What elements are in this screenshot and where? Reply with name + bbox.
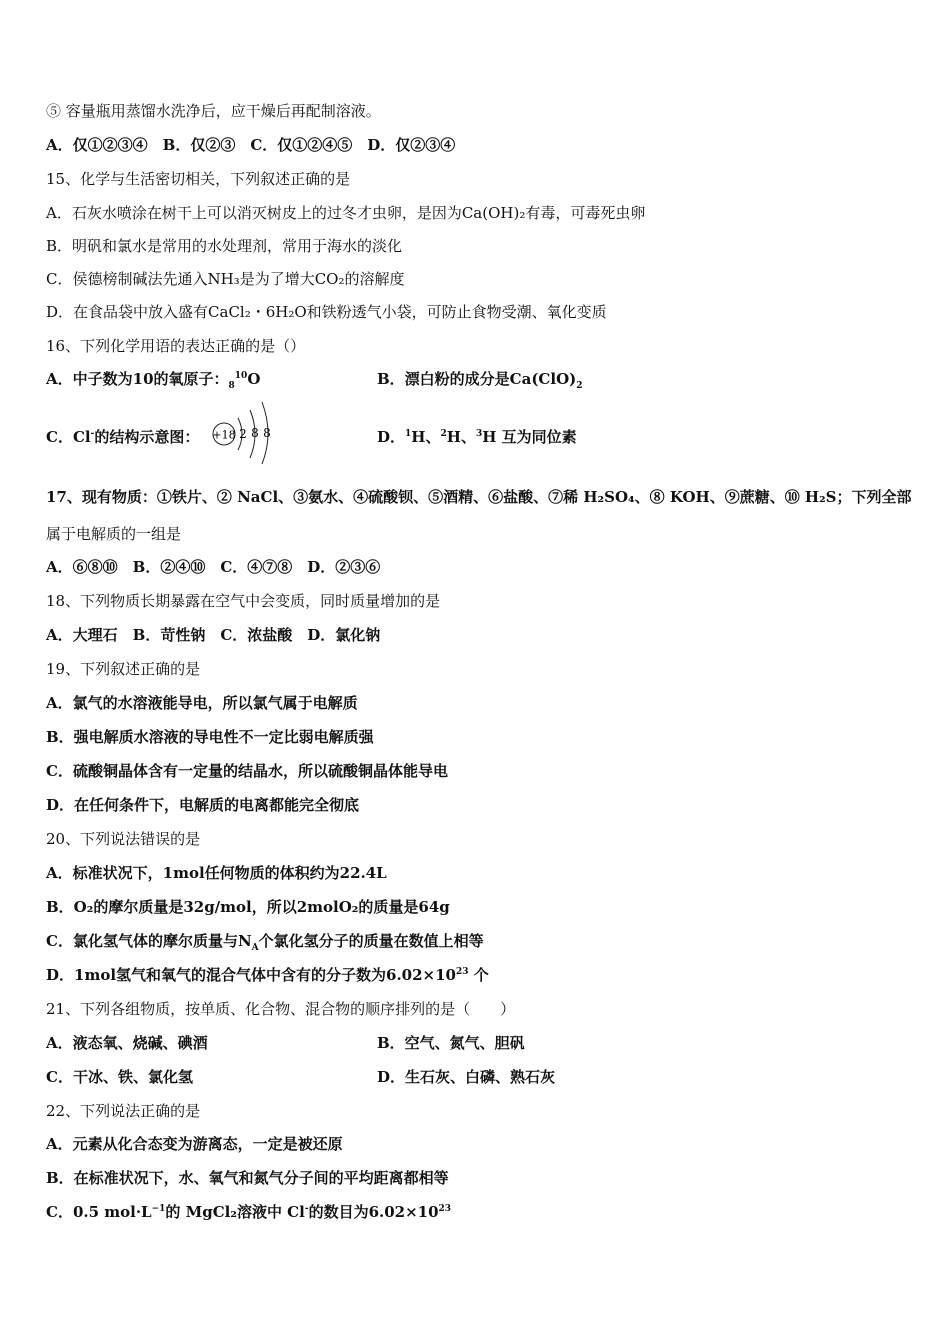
q14-item-5: ⑤ 容量瓶用蒸馏水洗净后，应干燥后再配制溶液。 [46, 102, 381, 120]
q19-option-c: C．硫酸铜晶体含有一定量的结晶水，所以硫酸铜晶体能导电 [46, 762, 448, 780]
q19-option-d: D．在任何条件下，电解质的电离都能完全彻底 [46, 796, 360, 814]
q17-stem-line-2: 属于电解质的一组是 [46, 525, 182, 543]
q22-stem: 22、下列说法正确的是 [46, 1102, 201, 1120]
q20-option-c: C．氯化氢气体的摩尔质量与$N_A$个氯化氢分子的质量在数值上相等 [46, 932, 484, 953]
q22-option-a: A．元素从化合态变为游离态，一定是被还原 [46, 1135, 343, 1153]
shell-electrons-1: 2 [239, 427, 247, 441]
q22-option-b: B．在标准状况下，水、氧气和氮气分子间的平均距离都相等 [46, 1169, 449, 1187]
q16-stem: 16、下列化学用语的表达正确的是（） [46, 337, 306, 355]
q19-option-b: B．强电解质水溶液的导电性不一定比弱电解质强 [46, 728, 374, 746]
q18-options: A．大理石 B．苛性钠 C．浓盐酸 D．氯化钠 [46, 626, 381, 644]
atomic-number: 8 [228, 381, 235, 391]
q16-option-d: D．$^1$H、$^2$H、$^3$H 互为同位素 [377, 428, 577, 446]
nucleus-charge: +18 [212, 428, 236, 442]
q20-option-a: A．标准状况下，1mol任何物质的体积约为22.4L [46, 864, 387, 882]
q19-option-a: A．氯气的水溶液能导电，所以氯气属于电解质 [46, 694, 358, 712]
q17-options: A．⑥⑧⑩ B．②④⑩ C．④⑦⑧ D．②③⑥ [46, 558, 381, 576]
chloride-ion-structure-diagram [210, 400, 278, 464]
q17-stem-line-1: 17、现有物质：①铁片、② NaCl、③氨水、④硫酸钡、⑤酒精、⑥盐酸、⑦稀 H₂SO₄、⑧ KOH、⑨蔗糖、⑩ H₂S；下列全部 [46, 488, 912, 506]
q20-option-d: D．1mol氢气和氧气的混合气体中含有的分子数为$6.02\times 10^{23}$ 个 [46, 966, 489, 984]
q20-option-b: B．O₂的摩尔质量是32g/mol，所以2molO₂的质量是64g [46, 898, 450, 916]
shell-electrons-2: 8 [251, 426, 259, 440]
mass-number: 10 [234, 371, 248, 381]
q22-option-c: C．0.5 $mol\cdot L^{-1}$的 MgCl₂溶液中 Cl-的数目为$6.02\times 10^{23}$ [46, 1203, 452, 1221]
q14-options: A．仅①②③④ B．仅②③ C．仅①②④⑤ D．仅②③④ [46, 136, 456, 154]
q15-option-c: C．侯德榜制碱法先通入NH₃是为了增大CO₂的溶解度 [46, 270, 405, 288]
q15-option-a: A．石灰水喷涂在树干上可以消灭树皮上的过冬才虫卵，是因为Ca(OH)₂有毒，可毒死虫卵 [46, 204, 646, 222]
q21-option-c: C．干冰、铁、氯化氢 [46, 1068, 193, 1086]
q15-option-b: B．明矾和氯水是常用的水处理剂，常用于海水的淡化 [46, 237, 403, 255]
q21-option-b: B．空气、氮气、胆矾 [377, 1034, 525, 1052]
q21-option-a: A．液态氧、烧碱、碘酒 [46, 1034, 208, 1052]
q20-stem: 20、下列说法错误的是 [46, 830, 201, 848]
q21-stem: 21、下列各组物质，按单质、化合物、混合物的顺序排列的是（ ） [46, 1000, 516, 1018]
q21-option-d: D．生石灰、白磷、熟石灰 [377, 1068, 556, 1086]
q16-option-a: A．中子数为10的氧原子：$_8^{10}$O [46, 370, 261, 391]
shell-electrons-3: 8 [263, 426, 271, 440]
q15-stem: 15、化学与生活密切相关，下列叙述正确的是 [46, 170, 351, 188]
q16-option-b: B．漂白粉的成分是$Ca(ClO)_2$ [377, 370, 583, 391]
q16-option-c: C．Cl-的结构示意图： [46, 428, 200, 446]
q19-stem: 19、下列叙述正确的是 [46, 660, 201, 678]
q18-stem: 18、下列物质长期暴露在空气中会变质，同时质量增加的是 [46, 592, 441, 610]
q15-option-d: D．在食品袋中放入盛有CaCl₂・6H₂O和铁粉透气小袋，可防止食物受潮、氧化变质 [46, 303, 607, 321]
